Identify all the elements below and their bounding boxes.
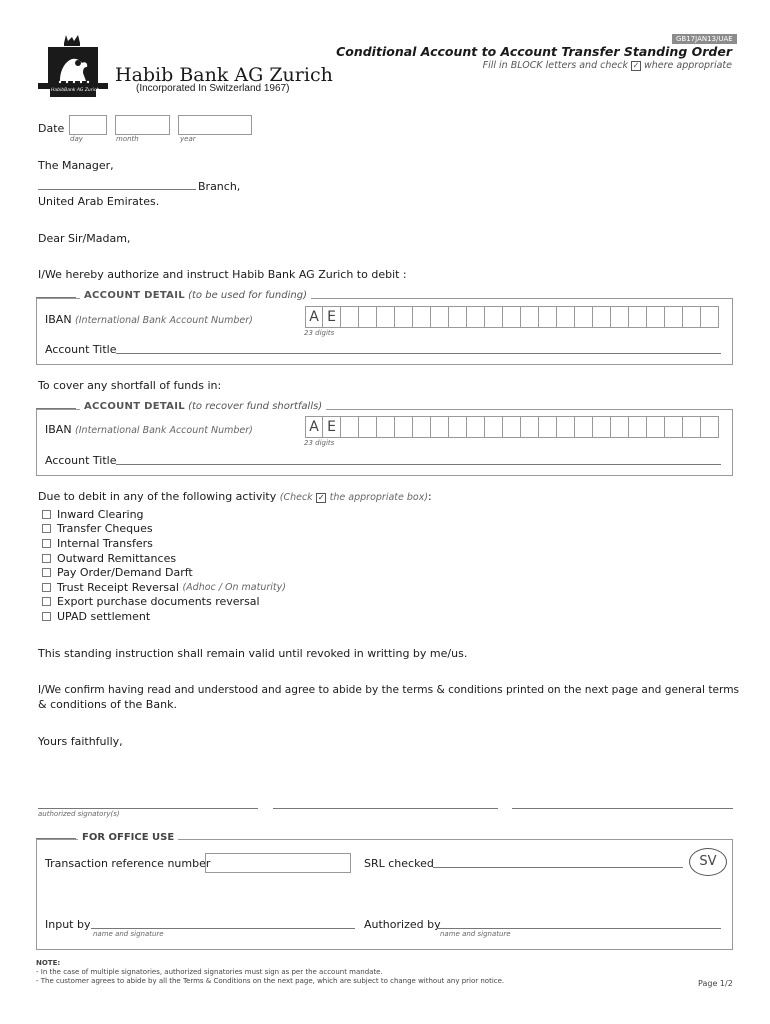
checkbox[interactable] [42,597,51,606]
form-subtitle: Fill in BLOCK letters and check ✓ where appropriate [482,60,732,71]
srl-field[interactable] [433,867,683,868]
funding-legend: ACCOUNT DETAIL (to be used for funding) [80,290,311,301]
iban-cell: A [305,416,323,438]
activity-option[interactable]: Pay Order/Demand Darft [40,565,286,580]
activity-option[interactable]: Transfer Cheques [40,522,286,537]
date-month-input[interactable] [115,115,170,135]
activity-option[interactable]: Internal Transfers [40,536,286,551]
txn-ref-label: Transaction reference number [45,857,211,870]
manager-line: The Manager, [38,159,114,172]
funding-iban-label: IBAN (International Bank Account Number) [45,313,253,326]
srl-label: SRL checked [364,857,434,870]
legend-rule [36,297,76,298]
checkbox[interactable] [42,583,51,592]
funding-iban-input[interactable] [305,306,719,328]
year-caption: year [180,135,196,143]
activity-option[interactable]: UPAD settlement [40,609,286,624]
branch-field[interactable] [38,189,196,190]
validity-statement: This standing instruction shall remain valid until revoked in writting by me/us. [38,647,468,660]
iban-cell: E [323,416,341,438]
bank-logo [38,33,110,101]
branch-label: Branch, [198,180,241,193]
month-caption: month [116,135,139,143]
activity-checklist [40,507,286,624]
activity-option[interactable]: Export purchase documents reversal [40,595,286,610]
funding-account-title-field[interactable] [116,353,721,354]
checkbox[interactable] [42,510,51,519]
note-line-1: - In the case of multiple signatories, authorized signatories must sign as per the account mandate. [36,968,383,976]
date-label: Date [38,122,65,135]
activity-intro: Due to debit in any of the following activity (Check ✓ the appropriate box): [38,490,432,503]
checkbox[interactable] [42,524,51,533]
signature-line-1[interactable] [38,808,258,809]
checkbox[interactable] [42,612,51,621]
authorized-by-caption: name and signature [440,930,511,938]
note-heading: NOTE: [36,959,61,967]
shortfall-legend: ACCOUNT DETAIL (to recover fund shortfalls) [80,401,326,412]
closing: Yours faithfully, [38,735,123,748]
signature-line-2[interactable] [273,808,498,809]
check-icon: ✓ [632,61,640,70]
bank-incorporation: (Incorporated In Switzerland 1967) [136,83,290,94]
activity-option[interactable]: Trust Receipt Reversal (Adhoc / On maturity) [40,580,286,595]
activity-option[interactable]: Outward Remittances [40,551,286,566]
authorized-by-field[interactable] [438,928,721,929]
funding-account-title-label: Account Title [45,343,117,356]
activity-option[interactable]: Inward Clearing [40,507,286,522]
signatory-caption: authorized signatory(s) [38,810,120,818]
iban-cell: E [323,306,341,328]
greeting: Dear Sir/Madam, [38,232,131,245]
page-number: Page 1/2 [698,979,733,988]
input-by-caption: name and signature [93,930,164,938]
shortfall-iban-label: IBAN (International Bank Account Number) [45,423,253,436]
note-line-2: - The customer agrees to abide by all the Terms & Conditions on the next page, which are subject to change without any prior notice. [36,977,505,985]
legend-rule [36,408,76,409]
confirm-statement-line2: & conditions of the Bank. [38,698,177,711]
form-title: Conditional Account to Account Transfer Standing Order [336,44,732,59]
shortfall-account-title-field[interactable] [116,464,721,465]
authorized-by-label: Authorized by [364,918,441,931]
date-year-input[interactable] [178,115,252,135]
confirm-statement-line1: I/We confirm having read and understood and agree to abide by the terms & conditions printed on the next page and general terms [38,684,740,696]
txn-ref-input[interactable] [205,853,351,873]
office-use-legend: FOR OFFICE USE [78,832,178,843]
country-line: United Arab Emirates. [38,195,160,208]
checkbox[interactable] [42,554,51,563]
form-code: GB17JAN13/UAE [672,34,737,44]
shortfall-digits-note: 23 digits [304,439,335,447]
checkbox[interactable] [42,539,51,548]
check-icon: ✓ [317,493,325,502]
debit-instruction: I/We hereby authorize and instruct Habib Bank AG Zurich to debit : [38,268,407,281]
sv-stamp: SV [689,848,727,876]
checkbox[interactable] [42,568,51,577]
signature-line-3[interactable] [512,808,733,809]
iban-cell: A [305,306,323,328]
legend-rule [36,838,76,839]
shortfall-iban-input[interactable] [305,416,719,438]
shortfall-account-title-label: Account Title [45,454,117,467]
input-by-field[interactable] [91,928,355,929]
funding-digits-note: 23 digits [304,329,335,337]
date-day-input[interactable] [69,115,107,135]
logo-caption: HabibBank AG Zurich [51,88,100,93]
bank-name: Habib Bank AG Zurich [115,64,333,86]
shortfall-intro: To cover any shortfall of funds in: [38,379,222,392]
day-caption: day [70,135,83,143]
input-by-label: Input by [45,918,91,931]
